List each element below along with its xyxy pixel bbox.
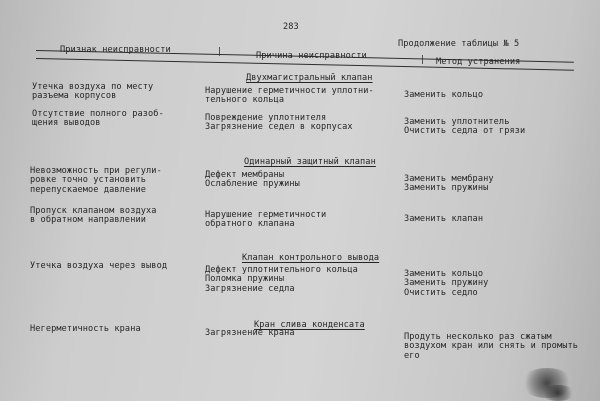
remedy-text: Заменить уплотнитель <box>404 116 510 127</box>
cause-text: Загрязнение седел в корпусах <box>205 122 353 132</box>
cause-text: Нарушение герметичности <box>205 209 327 220</box>
header-separator: | <box>217 47 223 57</box>
symptom-text: щения выводов <box>32 118 101 129</box>
remedy-text: Заменить кольцо <box>404 268 484 279</box>
section-title: Одинарный защитный клапан <box>244 157 376 168</box>
cause-text: Загрязнение крана <box>205 327 295 338</box>
header-symptom: Признак неисправности <box>60 45 171 55</box>
table-continuation-label: Продолжение таблицы № 5 <box>398 39 520 49</box>
remedy-text: Заменить пружину <box>404 278 489 289</box>
ink-smudge <box>540 385 576 401</box>
symptom-text: Отсутствие полного разоб- <box>32 108 164 119</box>
cause-text: Нарушение герметичности уплотни- <box>205 85 374 96</box>
remedy-text: Заменить пружины <box>404 183 489 194</box>
cause-text: обратного клапана <box>205 219 295 229</box>
remedy-text: Продуть несколько раз сжатым <box>404 331 552 342</box>
symptom-text: разъема корпусов <box>32 91 117 102</box>
header-separator: | <box>420 55 426 65</box>
symptom-text: Невозможность при регули- <box>30 165 162 176</box>
page-number: 283 <box>283 22 299 32</box>
cause-text: Загрязнение седла <box>205 283 295 294</box>
section-title: Двухмагистральный клапан <box>246 73 373 84</box>
remedy-text: Заменить клапан <box>404 213 484 224</box>
cause-text: Дефект уплотнительного кольца <box>205 264 358 275</box>
symptom-text: Негерметичность крана <box>30 323 141 334</box>
symptom-text: Утечка воздуха по месту <box>32 81 154 92</box>
cause-text: тельного кольца <box>205 95 285 105</box>
section-title: Клапан контрольного вывода <box>242 253 380 264</box>
symptom-text: в обратном направлении <box>30 215 147 226</box>
symptom-text: ровке точно установить <box>30 175 147 186</box>
header-remedy: Метод устранения <box>436 57 521 67</box>
cause-text: Ослабление пружины <box>205 179 300 189</box>
symptom-text: Утечка воздуха через вывод <box>30 260 168 271</box>
cause-text: Дефект мембраны <box>205 169 285 180</box>
cause-text: Поломка пружины <box>205 274 285 284</box>
symptom-text: Пропуск клапаном воздуха <box>30 205 157 216</box>
remedy-text: воздухом кран или снять и промыть <box>404 341 579 352</box>
header-cause: Причина неисправности <box>256 51 367 61</box>
cause-text: Повреждение уплотнителя <box>205 112 327 123</box>
remedy-text: Заменить кольцо <box>404 89 484 100</box>
remedy-text: Заменить мембрану <box>404 173 494 184</box>
section-title: Кран слива конденсата <box>254 319 365 330</box>
remedy-text: Очистить седла от грязи <box>404 126 526 137</box>
symptom-text: перепускаемое давление <box>30 184 147 195</box>
remedy-text: его <box>404 350 420 361</box>
remedy-text: Очистить седло <box>404 287 478 298</box>
